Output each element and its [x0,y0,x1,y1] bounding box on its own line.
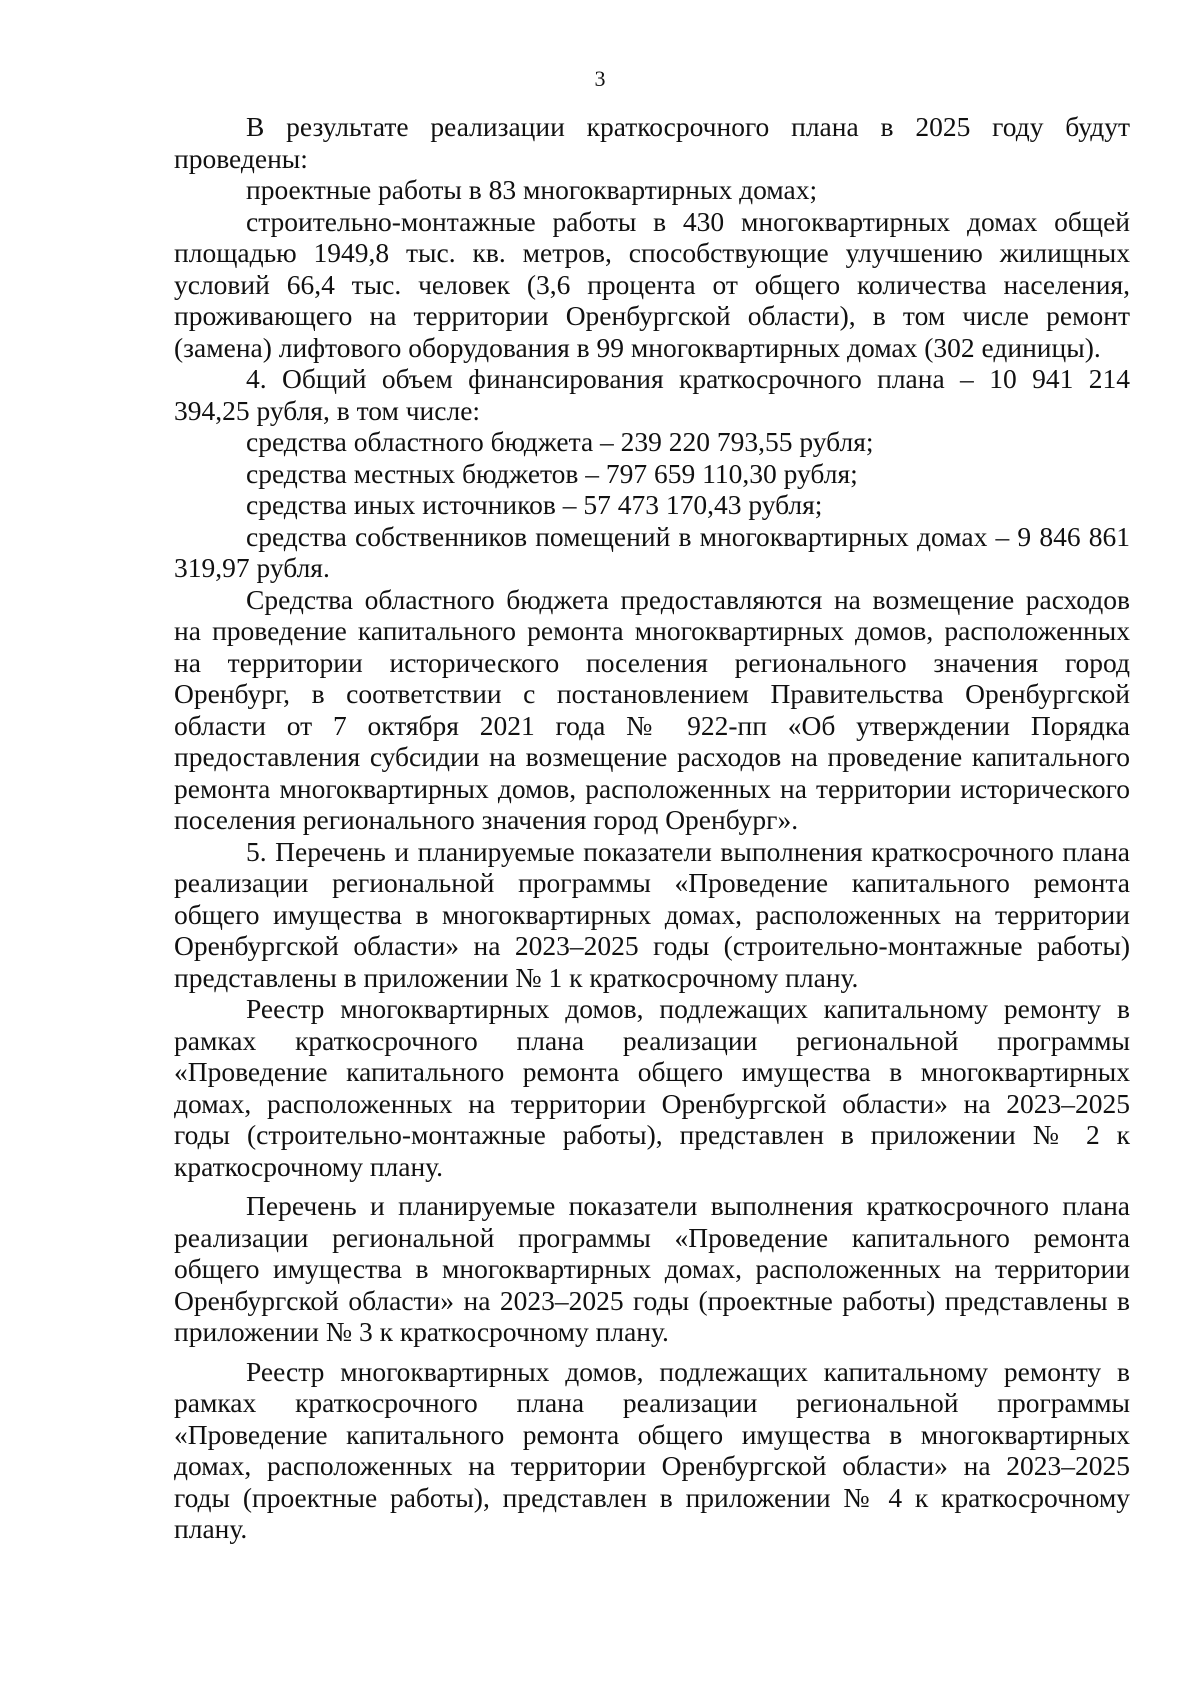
paragraph-regional-budget: средства областного бюджета – 239 220 793,55 рубля; [246,426,874,457]
paragraph-results-intro: В результате реализации краткосрочного плана в 2025 году будут проведены: [174,111,1130,174]
paragraph-construction-works: строительно-монтажные работы в 430 многоквартирных домах общей площадью 1949,8 тыс. кв. метров, способствующие улучшению жилищных условий 66,4 тыс. человек (3,6 процента от общего количества населения, проживающего на территории Оренбургской области), в том числе ремонт (замена) лифтового оборудования в 99 многоквартирных домах (302 единицы). [174,205,1130,363]
paragraph-appendix-2: Реестр многоквартирных домов, подлежащих капитальному ремонту в рамках краткосрочного плана реализации региональной программы «Проведение капитального ремонта общего имущества в многоквартирных домах, расположенных на территории Оренбургской области» на 2023–2025 годы (строительно-монтажные работы), представлен в приложении № 2 к краткосрочному плану. [174,993,1130,1182]
paragraph-total-funding: 4. Общий объем финансирования краткосрочного плана – 10 941 214 394,25 рубля, в том числе: [174,363,1130,426]
paragraph-owners-funds: средства собственников помещений в многоквартирных домах – 9 846 861 319,97 рубля. [174,520,1130,583]
paragraph-local-budgets: средства местных бюджетов – 797 659 110,30 рубля; [246,457,858,489]
paragraph-design-works: проектные работы в 83 многоквартирных домах; [246,174,818,205]
paragraph-budget-compensation: Средства областного бюджета предоставляются на возмещение расходов на проведение капитального ремонта многоквартирных домов, расположенных на территории исторического поселения регионального значения город Оренбург, в соответствии с постановлением Правительства Оренбургской области от 7 октября 2021 года № 922-пп «Об утверждении Порядка предоставления субсидии на возмещение расходов на проведение капитального ремонта многоквартирных домов, расположенных на территории исторического поселения регионального значения город Оренбург». [174,583,1130,835]
page-number: 3 [594,66,606,91]
paragraph-appendix-3: Перечень и планируемые показатели выполнения краткосрочного плана реализации региональной программы «Проведение капитального ремонта общего имущества в многоквартирных домах, расположенных на территории Оренбургской области» на 2023–2025 годы (проектные работы) представлены в приложении № 3 к краткосрочному плану. [174,1190,1130,1347]
paragraph-other-sources: средства иных источников – 57 473 170,43 рубля; [246,489,823,520]
document-body [174,111,1130,1545]
paragraph-appendix-1: 5. Перечень и планируемые показатели выполнения краткосрочного плана реализации региональной программы «Проведение капитального ремонта общего имущества в многоквартирных домах, расположенных на территории Оренбургской области» на 2023–2025 годы (строительно-монтажные работы) представлены в приложении № 1 к краткосрочному плану. [174,835,1130,993]
paragraph-appendix-4: Реестр многоквартирных домов, подлежащих капитальному ремонту в рамках краткосрочного плана реализации региональной программы «Проведение капитального ремонта общего имущества в многоквартирных домах, расположенных на территории Оренбургской области» на 2023–2025 годы (проектные работы), представлен в приложении № 4 к краткосрочному плану. [174,1355,1130,1544]
